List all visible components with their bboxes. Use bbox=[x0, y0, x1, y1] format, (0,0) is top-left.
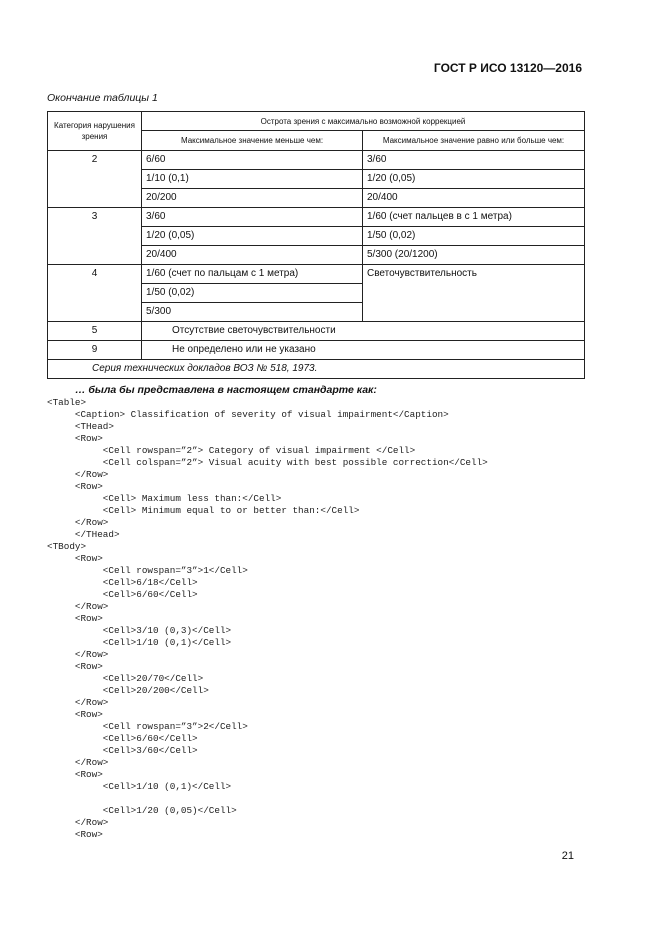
less-cell: 1/50 (0,02) bbox=[142, 284, 363, 303]
code-line: <Row> bbox=[47, 661, 103, 672]
category-cell: 9 bbox=[48, 341, 142, 360]
table-caption: Окончание таблицы 1 bbox=[47, 92, 158, 104]
header-max-less: Максимальное значение меньше чем: bbox=[142, 131, 363, 151]
code-line: <Cell rowspan=”3”>1</Cell> bbox=[47, 565, 248, 576]
less-cell: 1/10 (0,1) bbox=[142, 170, 363, 189]
merged-text-cell: Отсутствие светочувствительности bbox=[142, 322, 585, 341]
code-line: <Cell>1/10 (0,1)</Cell> bbox=[47, 781, 232, 792]
code-line: <Cell>6/18</Cell> bbox=[47, 577, 198, 588]
table-row bbox=[48, 360, 585, 379]
code-line: <Row> bbox=[47, 829, 103, 840]
code-line: </THead> bbox=[47, 529, 120, 540]
less-cell: 6/60 bbox=[142, 151, 363, 170]
ge-cell: 1/20 (0,05) bbox=[363, 170, 585, 189]
code-line: <Row> bbox=[47, 553, 103, 564]
table-row bbox=[48, 208, 585, 227]
category-cell: 4 bbox=[48, 265, 142, 322]
less-cell: 5/300 bbox=[142, 303, 363, 322]
code-line: <Table> bbox=[47, 397, 87, 408]
table-row bbox=[48, 151, 585, 170]
code-line: </Row> bbox=[47, 649, 109, 660]
code-line: <Row> bbox=[47, 613, 103, 624]
code-line: <Caption> Classification of severity of visual impairment</Caption> bbox=[47, 409, 449, 420]
code-line: <THead> bbox=[47, 421, 114, 432]
less-cell: 1/20 (0,05) bbox=[142, 227, 363, 246]
intro-text: … была бы представлена в настоящем стандарте как: bbox=[75, 384, 377, 396]
category-cell: 2 bbox=[48, 151, 142, 208]
code-line: <TBody> bbox=[47, 541, 87, 552]
less-cell: 20/400 bbox=[142, 246, 363, 265]
code-line: <Row> bbox=[47, 481, 103, 492]
page-number: 21 bbox=[561, 850, 574, 862]
code-line: </Row> bbox=[47, 697, 109, 708]
visual-impairment-table bbox=[47, 111, 585, 379]
code-line: <Cell>1/10 (0,1)</Cell> bbox=[47, 637, 232, 648]
code-line: <Cell rowspan=”3”>2</Cell> bbox=[47, 721, 248, 732]
code-line: </Row> bbox=[47, 817, 109, 828]
ge-cell-merged: Светочувствительность bbox=[363, 265, 585, 322]
ge-cell: 1/50 (0,02) bbox=[363, 227, 585, 246]
code-line: <Cell>6/60</Cell> bbox=[47, 589, 198, 600]
code-line: </Row> bbox=[47, 757, 109, 768]
code-line: <Cell> Minimum equal to or better than:</Cell> bbox=[47, 505, 360, 516]
code-line: <Cell colspan=”2”> Visual acuity with best possible correction</Cell> bbox=[47, 457, 488, 468]
header-min-equal: Максимальное значение равно или больше чем: bbox=[363, 131, 585, 151]
code-line: <Cell>3/10 (0,3)</Cell> bbox=[47, 625, 232, 636]
less-cell: 20/200 bbox=[142, 189, 363, 208]
less-cell: 3/60 bbox=[142, 208, 363, 227]
document-code: ГОСТ Р ИСО 13120—2016 bbox=[433, 61, 582, 75]
code-line: </Row> bbox=[47, 469, 109, 480]
category-cell: 3 bbox=[48, 208, 142, 265]
code-line: <Cell>20/70</Cell> bbox=[47, 673, 204, 684]
header-category: Категория нарушения зрения bbox=[48, 112, 142, 151]
code-line: <Cell>3/60</Cell> bbox=[47, 745, 198, 756]
merged-text-cell: Не определено или не указано bbox=[142, 341, 585, 360]
code-line: </Row> bbox=[47, 517, 109, 528]
code-line: <Row> bbox=[47, 769, 103, 780]
table-row bbox=[48, 341, 585, 360]
ge-cell: 5/300 (20/1200) bbox=[363, 246, 585, 265]
ge-cell: 20/400 bbox=[363, 189, 585, 208]
code-line: </Row> bbox=[47, 601, 109, 612]
xml-code-block bbox=[47, 397, 488, 841]
code-line: <Cell> Maximum less than:</Cell> bbox=[47, 493, 282, 504]
less-cell: 1/60 (счет по пальцам с 1 метра) bbox=[142, 265, 363, 284]
header-acuity: Острота зрения с максимально возможной коррекцией bbox=[142, 112, 585, 131]
ge-cell: 1/60 (счет пальцев в с 1 метра) bbox=[363, 208, 585, 227]
code-line bbox=[47, 793, 488, 805]
ge-cell: 3/60 bbox=[363, 151, 585, 170]
table-row bbox=[48, 265, 585, 284]
code-line: <Cell>1/20 (0,05)</Cell> bbox=[47, 805, 237, 816]
code-line: <Cell>20/200</Cell> bbox=[47, 685, 209, 696]
code-line: <Cell rowspan=”2”> Category of visual impairment </Cell> bbox=[47, 445, 416, 456]
code-line: <Cell>6/60</Cell> bbox=[47, 733, 198, 744]
category-cell: 5 bbox=[48, 322, 142, 341]
table-row bbox=[48, 322, 585, 341]
code-line: <Row> bbox=[47, 433, 103, 444]
code-line: <Row> bbox=[47, 709, 103, 720]
source-note: Серия технических докладов ВОЗ № 518, 1973. bbox=[48, 360, 585, 379]
